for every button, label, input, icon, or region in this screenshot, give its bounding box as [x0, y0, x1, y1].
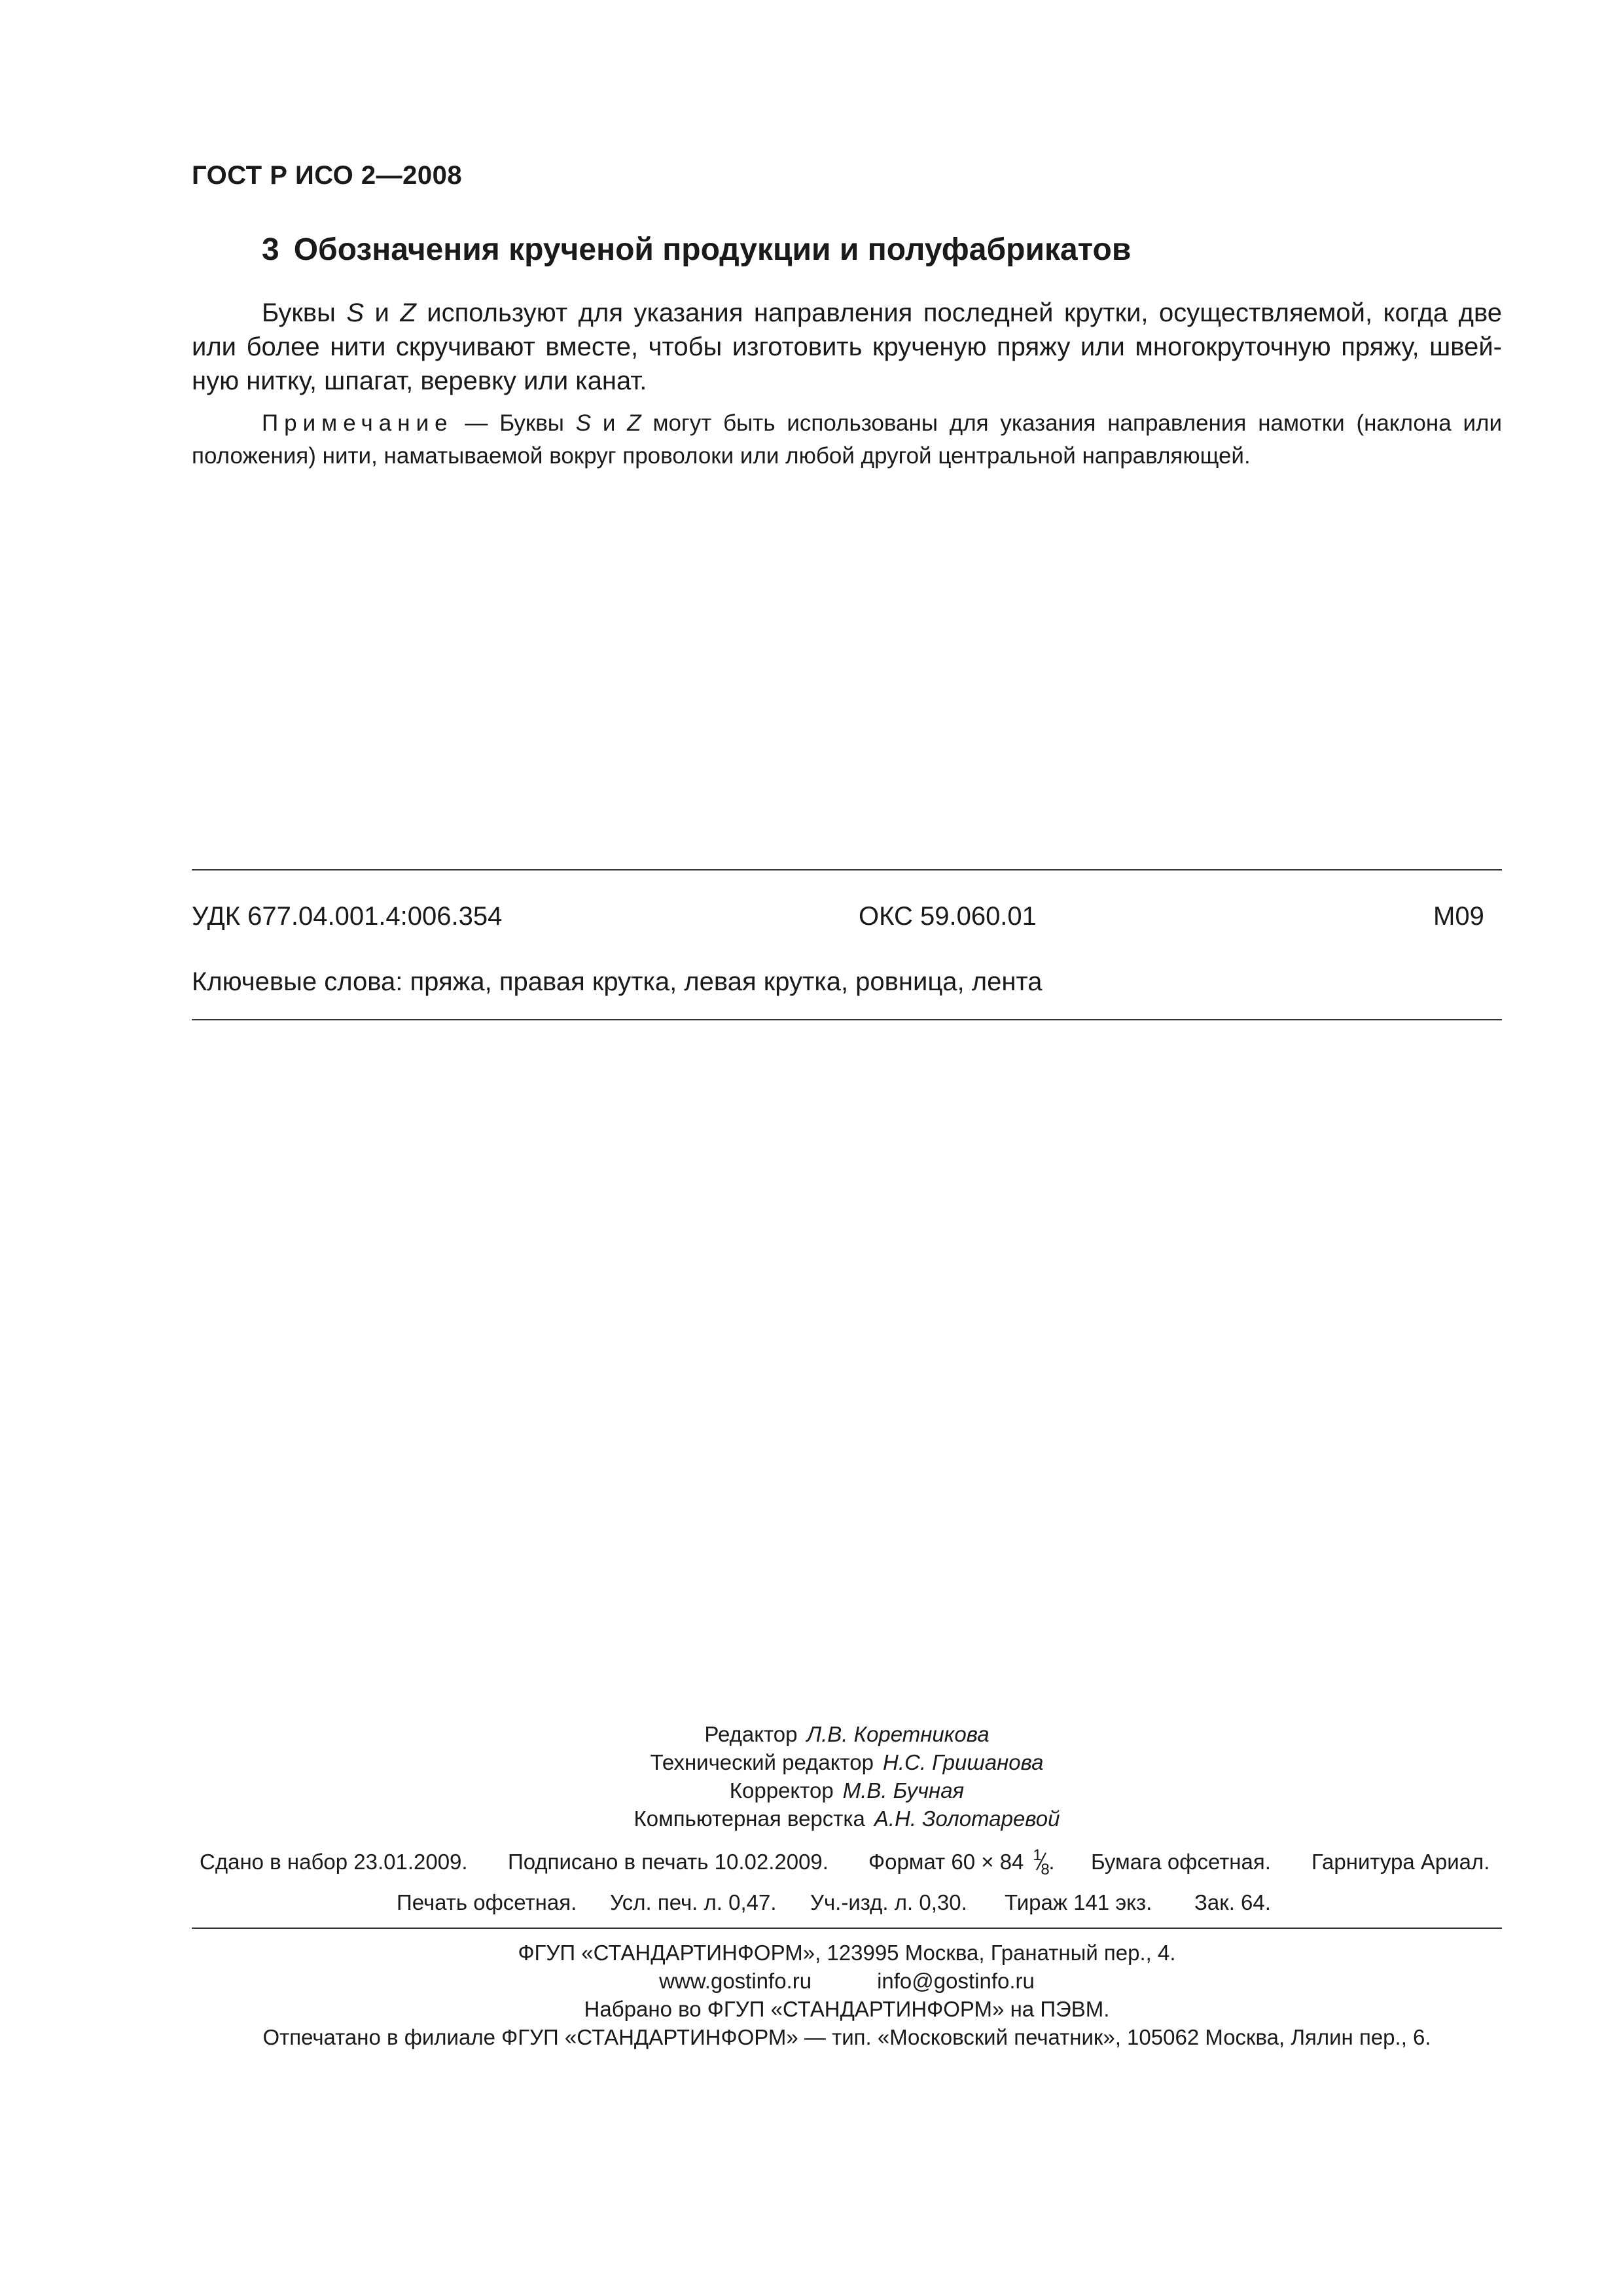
editorial-credits	[192, 1720, 1502, 1833]
editor-name: Л.В. Коретникова	[806, 1722, 990, 1746]
note-text: и	[591, 410, 628, 436]
corrector-label: Корректор	[729, 1778, 834, 1803]
fraction-denominator: 8	[1041, 1861, 1050, 1879]
note-label: Примечание	[262, 410, 454, 436]
body-paragraph	[192, 296, 1502, 398]
classification-code: М09	[1433, 902, 1484, 931]
letter-s: S	[575, 410, 592, 436]
letter-s: S	[346, 298, 365, 327]
note-text: — Буквы	[453, 410, 576, 436]
note-text: могут быть использованы для указания направления намотки (наклона или положения) нити, наматываемой вокруг проволоки или любой другой центральной направляющей.	[192, 410, 1502, 469]
divider-publisher	[192, 1928, 1502, 1929]
section-title: Обозначения крученой продукции и полуфабрикатов	[293, 232, 1132, 267]
fraction-numerator: 1	[1033, 1846, 1042, 1865]
publisher-address: ФГУП «СТАНДАРТИНФОРМ», 123995 Москва, Гранатный пер., 4.	[518, 1941, 1176, 1965]
publisher-info	[192, 1939, 1502, 2051]
udk-code: УДК 677.04.001.4:006.354	[192, 902, 503, 931]
publication-sheets: Уч.-изд. л. 0,30.	[810, 1890, 967, 1914]
typeface: Гарнитура Ариал.	[1311, 1850, 1490, 1874]
note-paragraph	[192, 407, 1502, 473]
letter-z: Z	[400, 298, 416, 327]
printed-note: Отпечатано в филиале ФГУП «СТАНДАРТИНФОРМ» — тип. «Московский печатник», 105062 Москва, Лялин пер., 6.	[262, 2025, 1431, 2049]
section-heading	[262, 232, 1131, 268]
publisher-email: info@gostinfo.ru	[877, 1969, 1035, 1993]
divider-bottom	[192, 1019, 1502, 1020]
print-sheets: Усл. печ. л. 0,47.	[610, 1890, 777, 1914]
editor-row	[192, 1720, 1502, 1748]
layout-name: А.Н. Золотаревой	[874, 1806, 1060, 1831]
print-run: Тираж 141 экз.	[1005, 1890, 1152, 1914]
keywords: Ключевые слова: пряжа, правая крутка, левая крутка, ровница, лента	[192, 967, 1043, 996]
order-number: Зак. 64.	[1194, 1890, 1271, 1914]
print-type: Печать офсетная.	[397, 1890, 577, 1914]
publisher-contacts	[192, 1967, 1502, 1995]
submitted-date: Сдано в набор 23.01.2009.	[200, 1850, 468, 1874]
oks-code: ОКС 59.060.01	[859, 902, 1037, 931]
body-text: Буквы	[262, 298, 347, 327]
signed-date: Подписано в печать 10.02.2009.	[508, 1850, 829, 1874]
body-text: и	[364, 298, 401, 327]
editor-label: Редактор	[704, 1722, 798, 1746]
section-number: 3	[262, 232, 279, 267]
layout-row	[192, 1804, 1502, 1833]
corrector-name: М.В. Бучная	[842, 1778, 965, 1803]
letter-z: Z	[627, 410, 641, 436]
paper-type: Бумага офсетная.	[1091, 1850, 1271, 1874]
document-code: ГОСТ Р ИСО 2—2008	[192, 161, 463, 190]
format-fraction	[1029, 1846, 1050, 1879]
publisher-website: www.gostinfo.ru	[659, 1969, 812, 1993]
corrector-row	[192, 1776, 1502, 1804]
divider-top	[192, 869, 1502, 870]
format	[868, 1846, 1055, 1879]
format-suffix: .	[1048, 1850, 1055, 1874]
tech-editor-row	[192, 1748, 1502, 1776]
format-text: Формат 60 × 84	[868, 1850, 1024, 1874]
tech-editor-label: Технический редактор	[650, 1750, 874, 1774]
body-text: используют для указания направления последней крутки, осуществляемой, когда две или более нити скручивают вместе, чтобы изготовить крученую пряжу или многокруточную пряжу, швейную нитку, шпагат, веревку или канат.	[192, 298, 1502, 395]
tech-editor-name: Н.С. Гришанова	[882, 1750, 1044, 1774]
layout-label: Компьютерная верстка	[633, 1806, 865, 1831]
typeset-note: Набрано во ФГУП «СТАНДАРТИНФОРМ» на ПЭВМ.	[584, 1997, 1110, 2021]
